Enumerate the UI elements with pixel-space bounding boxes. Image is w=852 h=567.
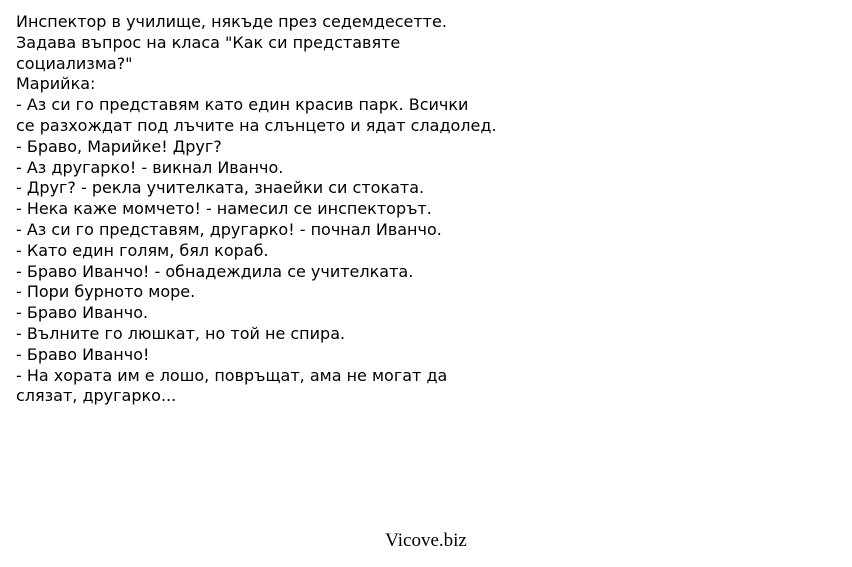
joke-line: - Вълните го люшкат, но той не спира.	[16, 323, 346, 343]
site-watermark: Vicove.biz	[385, 530, 467, 551]
joke-line: - Аз си го представям, другарко! - почнал Иванчо.	[16, 219, 442, 239]
joke-line: Инспектор в училище, някъде през седемдесетте.	[16, 12, 447, 31]
joke-line: - Аз другарко! - викнал Иванчо.	[16, 157, 284, 177]
joke-line: слязат, другарко...	[16, 386, 177, 406]
joke-line: Задава въпрос на класа "Как си представяте	[16, 32, 401, 52]
joke-line: - Друг? - рекла учителката, знаейки си стоката.	[16, 178, 425, 198]
joke-text	[16, 12, 576, 407]
joke-line: - Пори бурното море.	[16, 282, 196, 302]
joke-line: се разхождат под лъчите на слънцето и ядат сладолед.	[16, 115, 497, 135]
joke-line: - Браво Иванчо! - обнадеждила се учителката.	[16, 261, 414, 281]
joke-line: - На хората им е лошо, повръщат, ама не могат да	[16, 365, 448, 385]
joke-line: - Браво Иванчо.	[16, 303, 149, 323]
joke-line: - Нека каже момчето! - намесил се инспекторът.	[16, 199, 432, 219]
joke-line: - Браво Иванчо!	[16, 344, 150, 364]
joke-line: Марийка:	[16, 74, 96, 94]
joke-line: - Аз си го представям като един красив парк. Всички	[16, 95, 469, 115]
joke-line: - Браво, Марийке! Друг?	[16, 136, 222, 156]
joke-line: - Като един голям, бял кораб.	[16, 240, 269, 260]
joke-line: социализма?"	[16, 53, 133, 73]
